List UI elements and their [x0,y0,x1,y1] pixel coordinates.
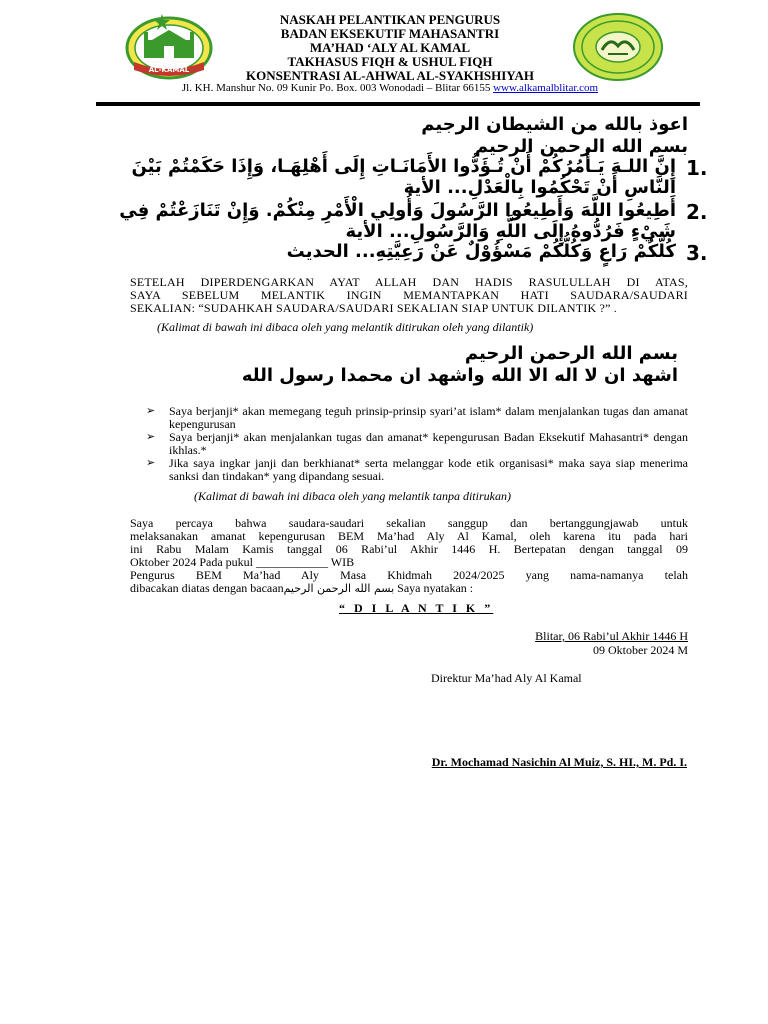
closing-line: melaksanakan amanat kepengurusan BEM Ma’had Aly Al Kamal, oleh karena itu pada hari [130,529,688,543]
verse-number: 3. [686,241,708,265]
letterhead-line-1: NASKAH PELANTIKAN PENGURUS [279,12,501,27]
question-line: SEKALIAN: “SUDAHKAH SAUDARA/SAUDARI SEKALIAN SIAP UNTUK DILANTIK ?” . [130,301,617,315]
letterhead-line-4: TAKHASUS FIQH & USHUL FIQH [287,54,493,69]
verse-text: إِنَّ اللـهَ يَـأْمُرُكُمْ أَنْ تُـؤَدُّوا الأَمَانَـاتِ إِلَى أَهْلِهَـا، وَإِذَا حَكَمْتُمْ بَيْنَ النَّاسِ أَنْ تَحْكُمُوا بِالْعَدْلِ... الأية [131,156,676,198]
instruction-not-followed: (Kalimat di bawah ini dibaca oleh yang melantik tanpa ditirukan) [194,489,511,503]
logo-left-label: AL-KAMAL [148,66,190,74]
website-link[interactable]: www.alkamalblitar.com [493,82,599,94]
letterhead-line-2: BADAN EKSEKUTIF MAHASANTRI [280,26,500,41]
taawudz: اعوذ بالله من الشيطان الرجيم [421,114,688,135]
question-line: SAYA SEBELUM MELANTIK INGIN MEMANTAPKAN HATI SAUDARA/SAUDARI [130,288,688,302]
closing-line-last [130,582,688,595]
list-item [146,431,688,457]
address-text: Jl. KH. Manshur No. 09 Kunir Po. Box. 003 Wonodadi – Blitar 66155 [181,82,491,94]
closing-line: Pengurus BEM Ma’had Aly Masa Khidmah 2024/2025 yang nama-namanya telah [130,568,688,582]
pledge-text: Jika saya ingkar janji dan berkhianat* serta melanggar kode etik organisasi* maka saya siap menerima sanksi dan tindakan* yang dipandang sesuai. [169,456,688,483]
basmalah: بسم الله الرحمن الرحيم [474,136,688,157]
verse-text: أَطِيعُوا اللَّهَ وَأَطِيعُوا الرَّسُولَ وَأُولِي الْأَمْرِ مِنْكُمْ. وَإِنْ تَنَازَعْتُمْ فِي شَيْءٍ فَرُدُّوهُ إِلَى اللَّهِ وَالرَّسُولِ... الأية [119,200,676,242]
closing-basmalah: بسم الله الرحمن الرحيم [283,582,395,595]
verse-3 [90,241,712,263]
verse-2 [90,200,712,242]
date-masehi: 09 Oktober 2024 M [593,643,688,657]
closing-line: Oktober 2024 Pada pukul ____________ WIB [130,555,355,569]
verse-1 [90,156,712,198]
pledge-text: Saya berjanji* akan menjalankan tugas dan amanat* kepengurusan Badan Eksekutif Mahasantri* dengan ikhlas.* [169,430,688,457]
closing-text: dibacakan diatas dengan bacaan [130,581,284,595]
syahadat-text: اشهد ان لا اله الا الله واشهد ان محمدا رسول الله [241,365,678,386]
arrow-bullet-icon: ➢ [146,431,156,443]
signer-position: Direktur Ma’had Aly Al Kamal [431,671,582,685]
dilantik-declaration: “ D I L A N T I K ” [339,601,494,615]
verse-text: كُلُّكُمْ رَاعٍ وَكُلُّكُمْ مَسْؤُوْلٌ عَنْ رَعِيَّتِهِ... الحديث [286,241,676,262]
letterhead-divider [96,102,700,106]
verse-number: 1. [686,156,708,180]
closing-text: Saya nyatakan : [394,581,474,595]
letterhead-address [120,82,660,94]
closing-line: Saya percaya bahwa saudara-saudari sekalian sanggup dan bertanggungjawab untuk [130,516,688,530]
closing-paragraph [130,517,688,595]
pledge-list [146,405,688,483]
closing-line: ini Rabu Malam Kamis tanggal 06 Rabi’ul Akhir 1446 H. Bertepatan dengan tanggal 09 [130,542,688,556]
letterhead [140,13,640,83]
question-line: SETELAH DIPERDENGARKAN AYAT ALLAH DAN HADIS RASULULLAH DI ATAS, [130,275,688,289]
signer-name: Dr. Mochamad Nasichin Al Muiz, S. HI., M. Pd. I. [431,755,687,769]
arrow-bullet-icon: ➢ [146,457,156,469]
pledge-text: Saya berjanji* akan memegang teguh prinsip-prinsip syari’at islam* dalam menjalankan tugas dan amanat kepengurusan [169,404,688,431]
letterhead-line-5: KONSENTRASI AL-AHWAL AL-SYAKHSHIYAH [245,68,534,83]
instruction-followed: (Kalimat di bawah ini dibaca oleh yang melantik ditirukan oleh yang dilantik) [157,320,534,334]
letterhead-line-3: MA’HAD ‘ALY AL KAMAL [309,40,471,55]
question-paragraph [130,276,688,315]
date-hijri: Blitar, 06 Rabi’ul Akhir 1446 H [535,629,688,643]
arrow-bullet-icon: ➢ [146,405,156,417]
syahadat-basmalah: بسم الله الرحمن الرحيم [464,343,678,364]
list-item [146,457,688,483]
verse-number: 2. [686,200,708,224]
list-item [146,405,688,431]
